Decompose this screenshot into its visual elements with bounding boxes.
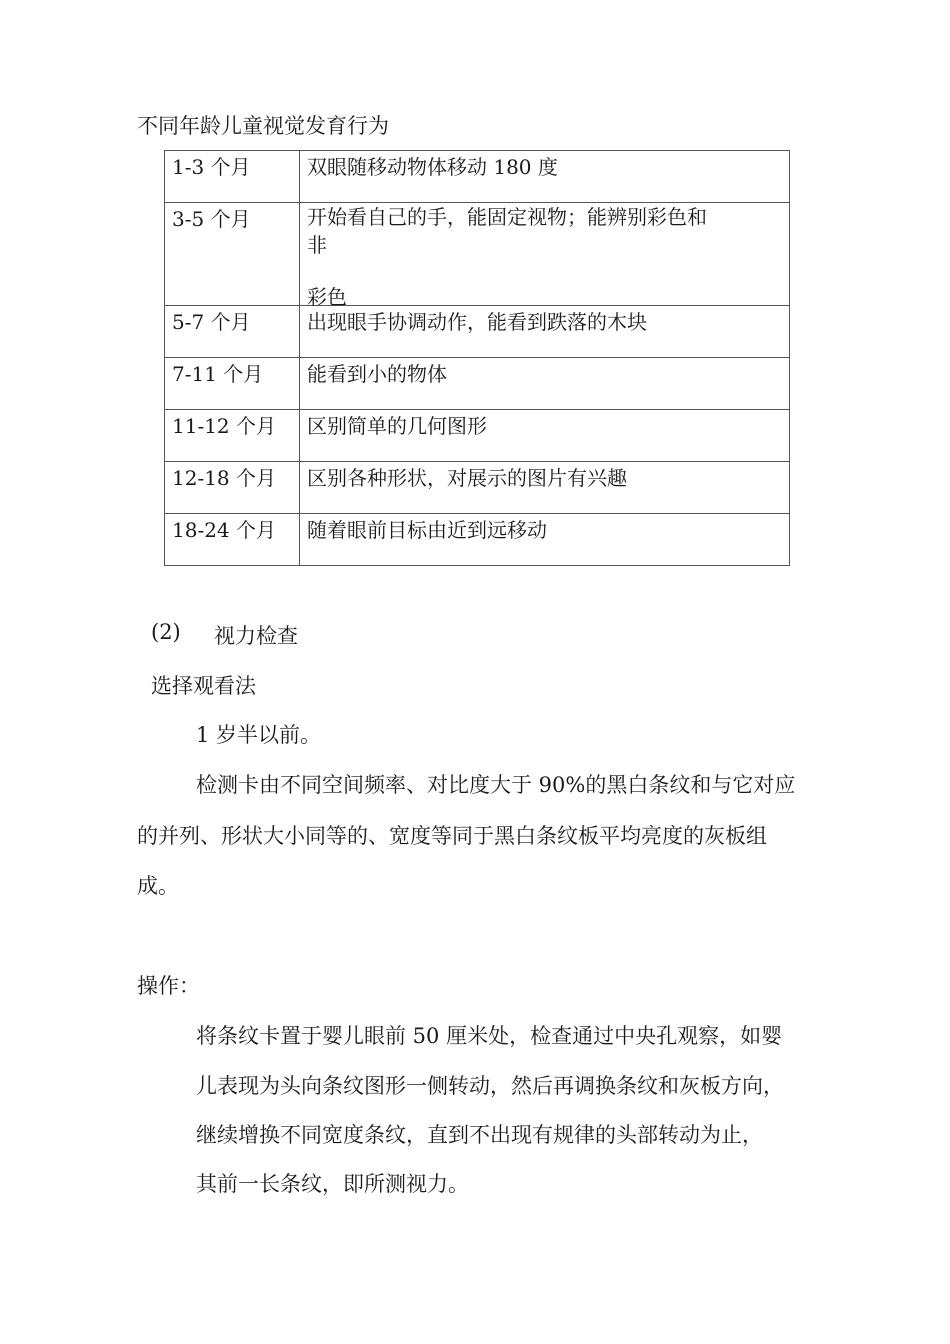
age-cell: 12-18 个月 [165,462,300,514]
behavior-cell: 随着眼前目标由近到远移动 [300,514,790,566]
paragraph-line: 检测卡由不同空间频率、对比度大于 90%的黑白条纹和与它对应 [196,773,796,797]
table-row [165,151,790,203]
section-number: (2) [151,620,181,644]
operation-line: 其前一长条纹，即所测视力。 [196,1172,469,1196]
table-row [165,203,790,306]
table-row [165,514,790,566]
behavior-line-clipped: 彩色 [307,285,347,309]
behavior-line: 非 [307,233,327,257]
operation-line: 将条纹卡置于婴儿眼前 50 厘米处，检查通过中央孔观察，如婴 [196,1024,783,1048]
age-cell: 5-7 个月 [165,306,300,358]
behavior-cell: 区别各种形状，对展示的图片有兴趣 [300,462,790,514]
age-cell: 3-5 个月 [165,203,300,306]
age-cell: 1-3 个月 [165,151,300,203]
operation-line: 继续增换不同宽度条纹，直到不出现有规律的头部转动为止， [196,1123,763,1147]
vision-development-table [164,150,790,566]
behavior-cell [300,203,790,309]
table-title: 不同年龄儿童视觉发育行为 [137,114,389,138]
operation-label: 操作： [137,974,200,998]
paragraph-line: 的并列、形状大小同等的、宽度等同于黑白条纹板平均亮度的灰板组 [137,824,767,848]
table-row [165,462,790,514]
behavior-cell: 能看到小的物体 [300,358,790,410]
behavior-cell: 双眼随移动物体移动 180 度 [300,151,790,203]
behavior-cell: 出现眼手协调动作，能看到跌落的木块 [300,306,790,358]
section-heading: 视力检查 [214,624,298,648]
age-cell: 11-12 个月 [165,410,300,462]
age-cell: 18-24 个月 [165,514,300,566]
age-cell: 7-11 个月 [165,358,300,410]
behavior-line: 开始看自己的手，能固定视物；能辨别彩色和 [307,205,707,229]
operation-line: 儿表现为头向条纹图形一侧转动，然后再调换条纹和灰板方向， [196,1074,784,1098]
paragraph-line: 成。 [137,874,179,898]
table-row [165,358,790,410]
table-row [165,410,790,462]
table-row [165,306,790,358]
age-note: 1 岁半以前。 [196,723,322,747]
method-name: 选择观看法 [151,674,256,698]
behavior-cell: 区别简单的几何图形 [300,410,790,462]
